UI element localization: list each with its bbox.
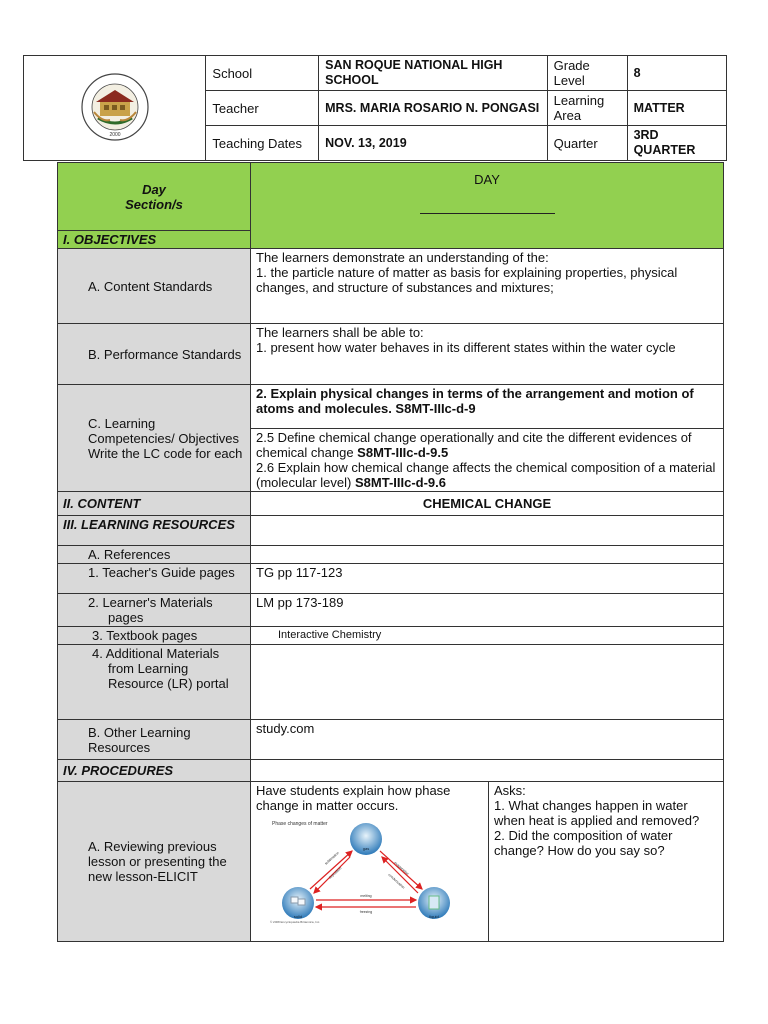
- area-label: Learning Area: [547, 91, 627, 126]
- liquid-label: liquid: [429, 914, 439, 919]
- competency-main: 2. Explain physical changes in terms of the arrangement and motion of atoms and molecules. S8MT-IIIc-d-9: [251, 385, 724, 429]
- dates-value: NOV. 13, 2019: [319, 126, 548, 161]
- day-header: [251, 163, 724, 249]
- competency-details: [251, 429, 724, 492]
- melting-label: melting: [360, 894, 372, 898]
- evaporation-label: evaporation: [393, 860, 410, 876]
- day-underline: [420, 213, 555, 214]
- content-title: II. CONTENT: [58, 492, 251, 516]
- day-label: DAY: [474, 172, 500, 187]
- competency-2-5-code: S8MT-IIIc-d-9.5: [357, 445, 449, 460]
- grade-label: Grade Level: [547, 56, 627, 91]
- diagram-copyright: © 2008 Encyclopædia Britannica, Inc.: [270, 920, 321, 924]
- references-empty: [251, 546, 724, 564]
- reviewing-text: Have students explain how phase change in matter occurs.: [256, 783, 451, 813]
- content-standards-label: A. Content Standards: [58, 249, 251, 324]
- quarter-value: 3RD QUARTER: [627, 126, 726, 161]
- phase-change-diagram: [266, 817, 466, 925]
- learners-materials-value: LM pp 173-189: [251, 594, 724, 627]
- logo-year: 2000: [109, 131, 121, 138]
- grade-value: 8: [627, 56, 726, 91]
- school-label: School: [206, 56, 319, 91]
- objectives-title: I. OBJECTIVES: [58, 231, 251, 249]
- deposition-label: deposition: [327, 866, 343, 880]
- additional-materials-empty: [251, 645, 724, 720]
- competencies-label: C. Learning Competencies/ Objectives Write the LC code for each: [58, 385, 251, 492]
- school-logo-icon: [72, 72, 158, 142]
- reviewing-cell: [251, 782, 489, 942]
- other-resources-label: B. Other Learning Resources: [58, 720, 251, 760]
- resources-title: III. LEARNING RESOURCES: [58, 516, 251, 546]
- asks-text: Asks: 1. What changes happen in water when heat is applied and removed? 2. Did the composition of water change? How do you say so?: [489, 782, 724, 942]
- other-resources-value: study.com: [251, 720, 724, 760]
- competency-2-6: [256, 460, 718, 490]
- additional-materials-label: 4. Additional Materials from Learning Resource (LR) portal: [58, 645, 251, 720]
- competency-2-5: [256, 430, 718, 460]
- freezing-label: freezing: [359, 910, 373, 914]
- performance-standards-label: B. Performance Standards: [58, 324, 251, 385]
- quarter-label: Quarter: [547, 126, 627, 161]
- textbook-label: 3. Textbook pages: [58, 627, 251, 645]
- lesson-plan-table: [57, 162, 724, 942]
- competency-2-5-text: 2.5 Define chemical change operationally and cite the different evidences of chemical change: [256, 430, 692, 460]
- dates-label: Teaching Dates: [206, 126, 319, 161]
- reviewing-label: A. Reviewing previous lesson or presenting the new lesson-ELICIT: [58, 782, 251, 942]
- header-table: [23, 55, 727, 161]
- diagram-title: Phase changes of matter: [272, 821, 328, 827]
- content-value: CHEMICAL CHANGE: [251, 492, 724, 516]
- teachers-guide-label: 1. Teacher's Guide pages: [58, 564, 251, 594]
- procedures-title: IV. PROCEDURES: [58, 760, 251, 782]
- sublimation-label: sublimation: [323, 850, 340, 866]
- teachers-guide-value: TG pp 117-123: [251, 564, 724, 594]
- procedures-empty: [251, 760, 724, 782]
- area-value: MATTER: [627, 91, 726, 126]
- day-section-label: Day Section/s: [58, 163, 251, 231]
- competency-2-6-text: 2.6 Explain how chemical change affects the chemical composition of a material (molecular level): [256, 460, 716, 490]
- references-label: A. References: [58, 546, 251, 564]
- solid-label: solid: [293, 914, 303, 919]
- competency-2-6-code: S8MT-IIIc-d-9.6: [354, 475, 447, 490]
- resources-empty: [251, 516, 724, 546]
- learners-materials-label: 2. Learner's Materials pages: [58, 594, 251, 627]
- teacher-label: Teacher: [206, 91, 319, 126]
- textbook-value: Interactive Chemistry: [251, 627, 724, 645]
- performance-standards-text: The learners shall be able to: 1. present how water behaves in its different states within the water cycle: [251, 324, 724, 385]
- school-value: SAN ROQUE NATIONAL HIGH SCHOOL: [319, 56, 548, 91]
- content-standards-text: The learners demonstrate an understanding of the: 1. the particle nature of matter as basis for explaining properties, physical changes, and structure of substances and mixtures;: [251, 249, 724, 324]
- condensation-label: condensation: [387, 872, 406, 890]
- gas-label: gas: [362, 846, 370, 851]
- teacher-value: MRS. MARIA ROSARIO N. PONGASI: [319, 91, 548, 126]
- school-logo-cell: [24, 56, 206, 161]
